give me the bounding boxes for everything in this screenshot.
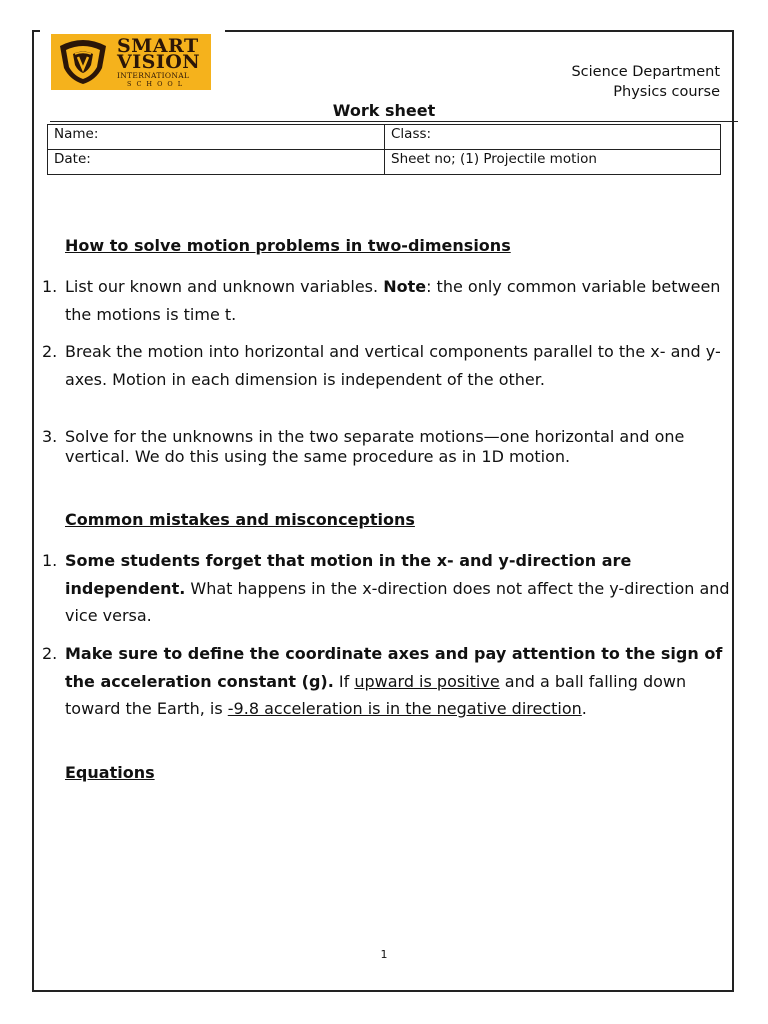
list-number: 1. <box>42 277 58 296</box>
list-item: Some students forget that motion in the x- and y-direction are independent. What happens in the x-direction does not affect the y-direction and vice versa. <box>65 551 730 625</box>
list-item: Make sure to define the coordinate axes and pay attention to the sign of the acceleration constant (g). If upward is positive and a ball falling down toward the Earth, is -9.8 acceleration is in the negative direction. <box>65 644 723 718</box>
name-field[interactable]: Name: <box>48 125 385 150</box>
department-name: Science Department <box>571 64 720 80</box>
school-logo <box>51 34 211 90</box>
list-number: 2. <box>42 342 58 361</box>
list-number: 3. <box>42 427 58 446</box>
class-field[interactable]: Class: <box>385 125 721 150</box>
header-department-block <box>571 62 720 102</box>
section-heading-equations: Equations <box>65 763 155 782</box>
page-number: 1 <box>380 948 388 961</box>
logo-text-vision: VISION <box>117 51 201 73</box>
page-title: Work sheet <box>332 101 436 120</box>
section-heading-two-dimensions: How to solve motion problems in two-dimensions <box>65 236 511 255</box>
logo-text-international: INTERNATIONAL <box>117 71 190 80</box>
sheet-number-field: Sheet no; (1) Projectile motion <box>385 150 721 175</box>
logo-text-smart: SMART <box>117 35 199 57</box>
list-number: 2. <box>42 644 58 663</box>
section-heading-common-mistakes: Common mistakes and misconceptions <box>65 510 415 529</box>
list-item: Solve for the unknowns in the two separate motions—one horizontal and one vertical. We do this using the same procedure as in 1D motion. <box>65 427 685 466</box>
date-field[interactable]: Date: <box>48 150 385 175</box>
course-name: Physics course <box>613 84 720 100</box>
shield-emblem-icon <box>56 38 110 86</box>
table-row <box>48 150 721 175</box>
list-item: List our known and unknown variables. Note: the only common variable between the motions is time t. <box>65 277 721 324</box>
table-row <box>48 125 721 150</box>
student-info-table <box>47 124 721 175</box>
list-item: Break the motion into horizontal and vertical components parallel to the x- and y-axes. Motion in each dimension is independent of the other. <box>65 342 721 389</box>
list-number: 1. <box>42 551 58 570</box>
logo-text-school: SCHOOL <box>127 80 188 88</box>
header-rule <box>50 121 738 122</box>
